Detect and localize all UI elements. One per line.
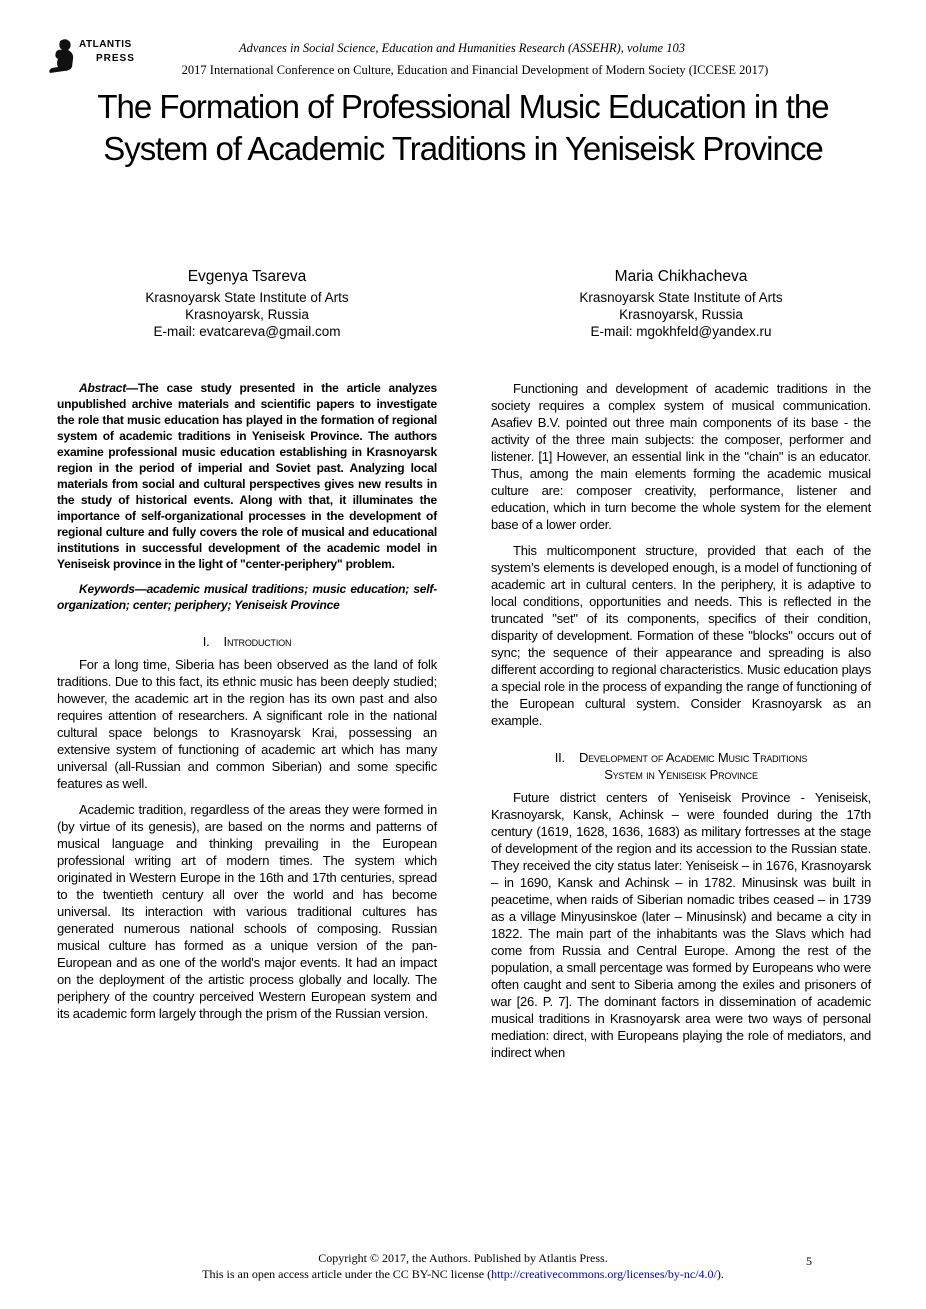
author-name: Evgenya Tsareva — [187, 268, 307, 285]
author-city: Krasnoyarsk, Russia — [619, 307, 743, 322]
thinker-logo-icon — [46, 37, 80, 75]
page-footer — [100, 1250, 826, 1282]
right-column — [491, 380, 871, 1070]
license-line — [100, 1266, 826, 1282]
license-prefix: This is an open access article under the CC BY-NC license ( — [202, 1267, 492, 1281]
section-heading-introduction — [57, 633, 437, 650]
section-number: II. — [554, 750, 565, 765]
body-paragraph: This multicomponent structure, provided that each of the system’s elements is developed enough, is a model of functioning of academic art in cultural centers. In the periphery, it is adaptive to local conditions, opportunities and needs. This is reflected in the truncated "set" of its components, specifics of their condition, disparity of development. Formation of these "blocks" occurs out of sync; the sequence of their appearance and spreading is also different according to regional characteristics. Music education plays a special role in the process of expanding the range of functioning of the European cultural system. Consider Krasnoyarsk as an example. — [491, 543, 871, 728]
author-email: E-mail: mgokhfeld@yandex.ru — [590, 324, 772, 339]
abstract — [57, 380, 437, 572]
journal-header: Advances in Social Science, Education and Humanities Research (ASSEHR), volume 103 — [239, 41, 685, 55]
license-link[interactable]: http://creativecommons.org/licenses/by-nc/4.0/ — [491, 1267, 717, 1281]
section-heading-development — [491, 749, 871, 783]
author-affiliation: Krasnoyarsk State Institute of Arts — [145, 290, 349, 305]
author-city: Krasnoyarsk, Russia — [185, 307, 309, 322]
keywords-text: academic musical traditions; music education; self-organization; center; periphery; Yeniseisk Province — [57, 582, 437, 612]
body-paragraph: Functioning and development of academic traditions in the society requires a complex system of musical communication. Asafiev B.V. pointed out three main components of its base - the activity of the three main subjects: the composer, performer and listener. [1] However, an essential link in the "chain" is an educator. Thus, among the main elements forming the academic musical culture are: composer creativity, performance, listener and education, which in turn become the whole system for the element base of a lower order. — [491, 381, 871, 532]
logo-text-line2: PRESS — [96, 53, 135, 64]
body-paragraph: For a long time, Siberia has been observed as the land of folk traditions. Due to this fact, its ethnic music has been deeply studied; however, the academic art in the region has its own past and also requires attention of researchers. A significant role in the national cultural space belongs to Krasnoyarsk Krai, possessing an extensive system of functioning of academic art which has many universal (all-Russian and common Siberian) and some specific features as well. — [57, 657, 437, 791]
left-column — [57, 380, 437, 1031]
logo-text-line1: ATLANTIS — [79, 39, 132, 50]
conference-header: 2017 International Conference on Culture, Education and Financial Development of Modern Society (ICCESE 2017) — [181, 63, 769, 77]
copyright-line: Copyright © 2017, the Authors. Published by Atlantis Press. — [318, 1251, 608, 1265]
keywords-label: Keywords— — [79, 582, 147, 596]
keywords — [57, 581, 437, 613]
author-block — [531, 268, 831, 340]
section-title-line1: Development of Academic Music Traditions — [578, 750, 808, 765]
author-block — [97, 268, 397, 340]
author-affiliation: Krasnoyarsk State Institute of Arts — [579, 290, 783, 305]
body-paragraph: Future district centers of Yeniseisk Province - Yeniseisk, Krasnoyarsk, Kansk, Achinsk – were founded during the 17th century (1619, 1628, 1636, 1683) as military fortresses at the stage of development of the region and its accession to the Russian state. They received the city status later: Yeniseisk – in 1676, Krasnoyarsk – in 1690, Kansk and Achinsk – in 1782. Minusinsk was built in peacetime, when raids of Siberian nomadic tribes ceased – in 1739 as a village Minyusinskoe (later – Minusinsk) and became a city in 1822. The main part of the inhabitants was the Slavs which had come from Russia and Central Europe. Among the rest of the population, a small percentage was formed by Europeans who were often caught and sent to Siberia among the exiles and prisoners of war [26. P. 7]. The dominant factors in dissemination of academic musical traditions in Krasnoyarsk area were two ways of personal mediation: direct, with Europeans playing the role of mediators, and indirect when — [491, 790, 871, 1060]
section-title-line2: System in Yeniseisk Province — [604, 767, 758, 782]
page-number: 5 — [806, 1254, 812, 1268]
body-paragraph: Academic tradition, regardless of the areas they were formed in (by virtue of its genesis), are based on the norms and patterns of musical language and thinking prevailing in the European professional writing art of modern times. The system which originated in Western Europe in the 16th and 17th centuries, spread to the twentieth century all over the world and has become universal. Its interaction with various traditional cultures has generated numerous national schools of composing. Russian musical culture has formed as a unique version of the pan-European and as one of the world's major events. It had an impact on the deployment of the artistic process globally and locally. The periphery of the country perceived Western European system and its academic form largely through the prism of the Russian version. — [57, 802, 437, 1021]
license-suffix: ). — [716, 1267, 724, 1281]
section-title: Introduction — [223, 634, 292, 649]
paper-title: The Formation of Professional Music Education in the System of Academic Traditions in Yeniseisk Province — [97, 88, 829, 167]
author-name: Maria Chikhacheva — [614, 268, 748, 285]
section-number: I. — [202, 634, 210, 649]
abstract-text: The case study presented in the article analyzes unpublished archive materials and scientific papers to investigate the role that music education has played in the formation of regional system of academic traditions in Yeniseisk Province. The authors examine professional music education establishing in Krasnoyarsk region in the period of imperial and Soviet past. Analyzing local materials from social and cultural perspectives gives new results in the study of historical events. Along with that, it illuminates the importance of self-organizational processes in the development of regional culture and fully covers the role of musical and educational institutions in successful development of the academic model in Yeniseisk province in the light of "center-periphery" problem. — [57, 381, 437, 571]
abstract-label: Abstract— — [79, 381, 138, 395]
author-email: E-mail: evatcareva@gmail.com — [153, 324, 341, 339]
